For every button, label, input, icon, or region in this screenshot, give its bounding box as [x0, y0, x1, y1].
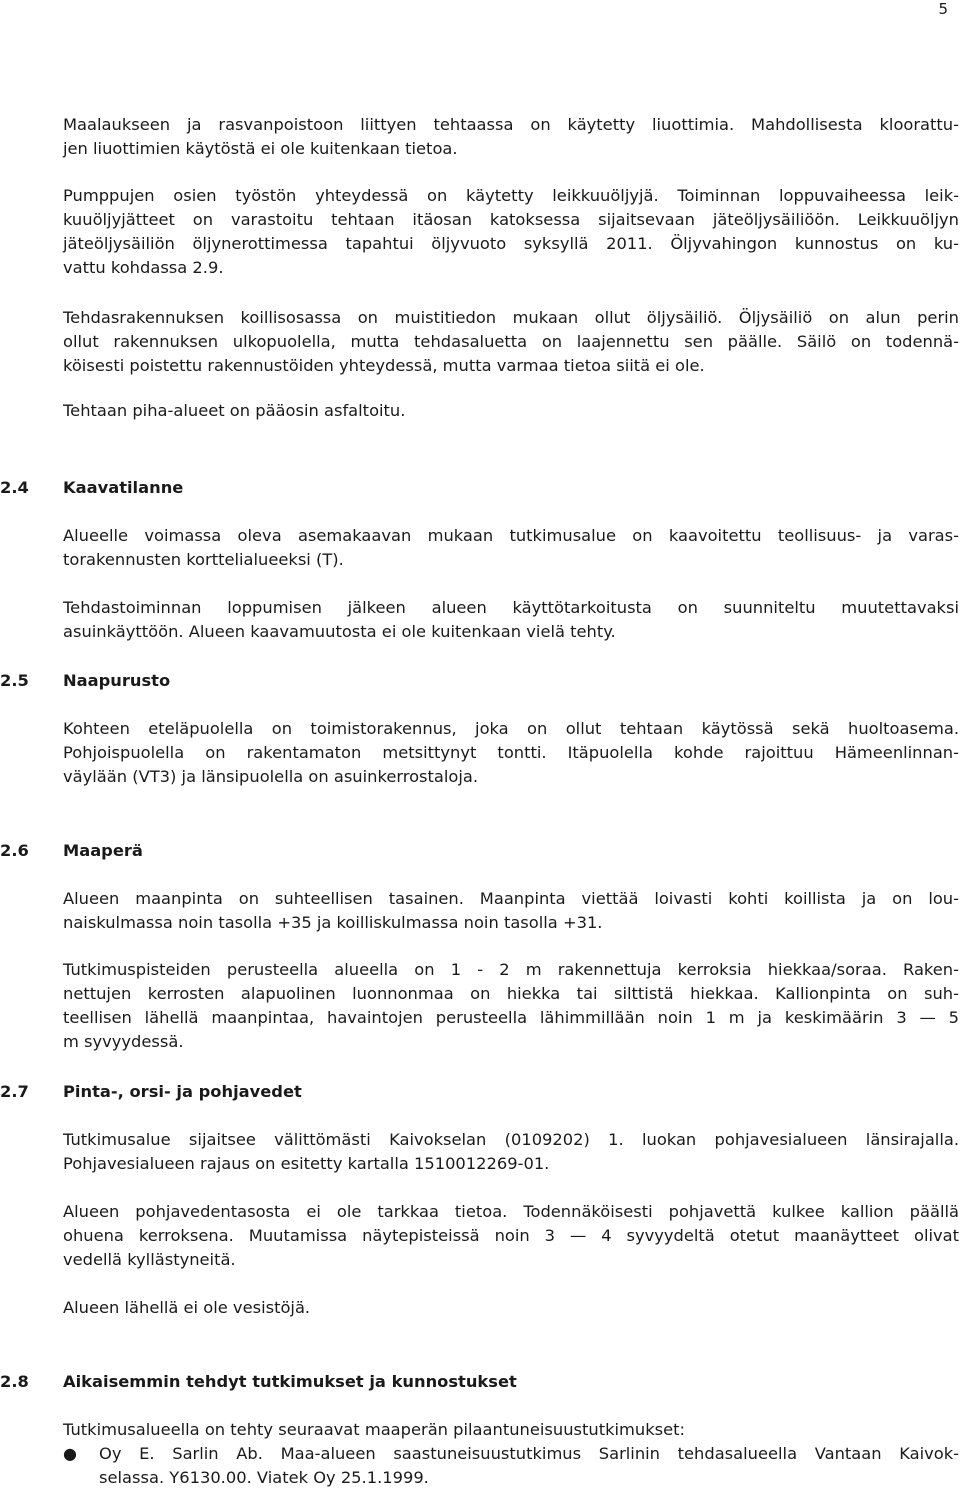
section-line: m syvyydessä. [63, 1032, 184, 1051]
section-line: asuinkäyttöön. Alueen kaavamuutosta ei ole kuitenkaan vielä tehty. [63, 622, 616, 641]
section-line: Pohjoispuolella on rakentamaton metsittynyt tontti. Itäpuolella kohde rajoittuu Hämeenlinnan- [63, 743, 959, 762]
section-title: Pinta-, orsi- ja pohjavedet [63, 1082, 302, 1101]
section-line: Tutkimusalueella on tehty seuraavat maaperän pilaantuneisuustutkimukset: [63, 1420, 686, 1439]
section-title: Kaavatilanne [63, 478, 184, 497]
section-number: 2.5 [0, 671, 29, 690]
section-line: nettujen kerrosten alapuolinen luonnonmaa on hiekka tai silttistä hiekkaa. Kallionpinta on suh- [63, 984, 959, 1003]
intro-line: ollut rakennuksen ulkopuolella, mutta tehdasaluetta on laajennettu sen päälle. Säilö on todennä- [63, 332, 959, 351]
section-number: 2.8 [0, 1372, 29, 1391]
section-number: 2.7 [0, 1082, 29, 1101]
page-number: 5 [938, 0, 948, 18]
intro-line: köisesti poistettu rakennustöiden yhteydessä, mutta varmaa tietoa siitä ei ole. [63, 356, 705, 375]
section-line: Alueelle voimassa oleva asemakaavan mukaan tutkimusalue on kaavoitettu teollisuus- ja varas- [63, 526, 959, 545]
section-line: teellisen lähellä maanpintaa, havaintojen perusteella lähimmillään noin 1 m ja keskimäärin 3 — 5 [63, 1008, 959, 1027]
intro-line: kuuöljyjätteet on varastoitu tehtaan itäosan katoksessa sijaitsevaan jäteöljysäiliöön. Leikkuuöljyn [63, 210, 959, 229]
intro-line: Tehtaan piha-alueet on pääosin asfaltoitu. [63, 401, 406, 420]
section-line: Alueen pohjavedentasosta ei ole tarkkaa tietoa. Todennäköisesti pohjavettä kulkee kallion päällä [63, 1202, 959, 1221]
section-line: Alueen maanpinta on suhteellisen tasainen. Maanpinta viettää loivasti kohti koillista ja on lou- [63, 889, 959, 908]
section-title: Aikaisemmin tehdyt tutkimukset ja kunnostukset [63, 1372, 517, 1391]
section-title: Maaperä [63, 841, 143, 860]
section-line: Pohjavesialueen rajaus on esitetty kartalla 1510012269-01. [63, 1154, 550, 1173]
intro-line: Tehdasrakennuksen koillisosassa on muistitiedon mukaan ollut öljysäiliö. Öljysäiliö on alun perin [63, 308, 959, 327]
section-title: Naapurusto [63, 671, 171, 690]
intro-line: jäteöljysäiliön öljynerottimessa tapahtui öljyvuoto syksyllä 2011. Öljyvahingon kunnostus on ku- [63, 234, 959, 253]
section-line: ohuena kerroksena. Muutamissa näytepisteissä noin 3 — 4 syvyydeltä otetut maanäytteet olivat [63, 1226, 959, 1245]
intro-line: jen liuottimien käytöstä ei ole kuitenkaan tietoa. [63, 139, 458, 158]
intro-line: vattu kohdassa 2.9. [63, 258, 224, 277]
intro-line: Maalaukseen ja rasvanpoistoon liittyen tehtaassa on käytetty liuottimia. Mahdollisesta kloorattu- [63, 115, 959, 134]
section-line: torakennusten korttelialueeksi (T). [63, 550, 344, 569]
section-line: selassa. Y6130.00. Viatek Oy 25.1.1999. [99, 1468, 429, 1487]
section-number: 2.4 [0, 478, 29, 497]
section-line: Tutkimuspisteiden perusteella alueella on 1 - 2 m rakennettuja kerroksia hiekkaa/soraa. Raken- [63, 960, 959, 979]
section-number: 2.6 [0, 841, 29, 860]
section-line: naiskulmassa noin tasolla +35 ja koilliskulmassa noin tasolla +31. [63, 913, 603, 932]
section-line: Alueen lähellä ei ole vesistöjä. [63, 1298, 311, 1317]
bullet-icon: ● [63, 1444, 77, 1463]
section-line: Kohteen eteläpuolella on toimistorakennus, joka on ollut tehtaan käytössä sekä huoltoasema. [63, 719, 959, 738]
section-line: Tutkimusalue sijaitsee välittömästi Kaivokselan (0109202) 1. luokan pohjavesialueen länsirajalla. [63, 1130, 959, 1149]
section-line: vedellä kyllästyneitä. [63, 1250, 236, 1269]
section-line: väylään (VT3) ja länsipuolella on asuinkerrostaloja. [63, 767, 479, 786]
section-line: Tehdastoiminnan loppumisen jälkeen alueen käyttötarkoitusta on suunniteltu muutettavaksi [63, 598, 959, 617]
section-line: Oy E. Sarlin Ab. Maa-alueen saastuneisuustutkimus Sarlinin tehdasalueella Vantaan Kaivok- [99, 1444, 959, 1463]
intro-line: Pumppujen osien työstön yhteydessä on käytetty leikkuuöljyjä. Toiminnan loppuvaiheessa leik- [63, 186, 959, 205]
